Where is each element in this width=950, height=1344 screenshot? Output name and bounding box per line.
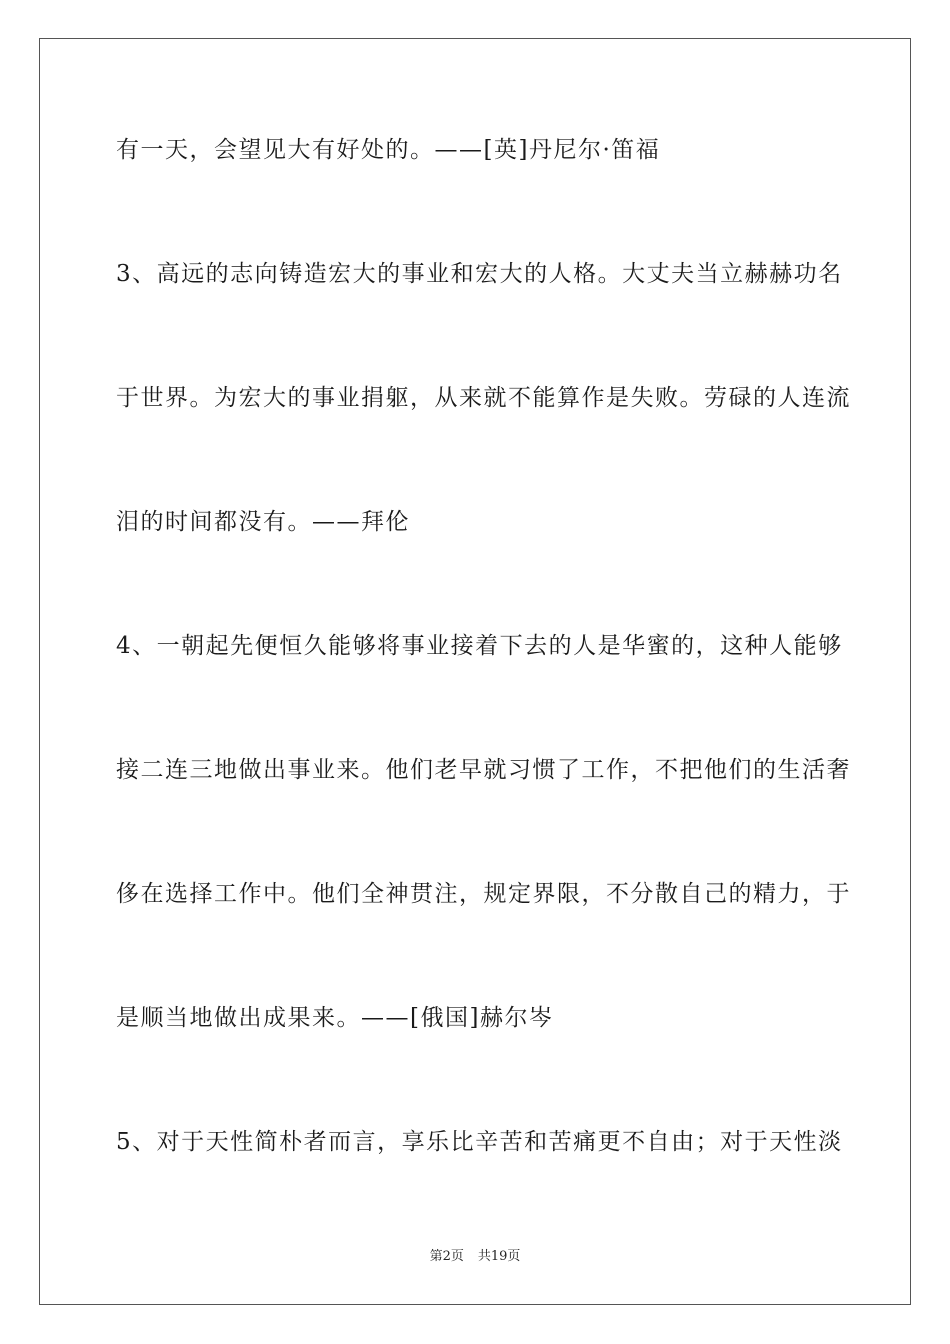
- page-total: 共19页: [477, 1249, 521, 1264]
- page-border: [39, 38, 911, 1305]
- text-line-2: 3、高远的志向铸造宏大的事业和宏大的人格。大丈夫当立赫赫功名: [116, 261, 843, 287]
- text-line-3: 于世界。为宏大的事业捐躯，从来就不能算作是失败。劳碌的人连流: [116, 385, 851, 411]
- text-line-9: 5、对于天性简朴者而言，享乐比辛苦和苦痛更不自由；对于天性淡: [116, 1129, 843, 1155]
- page-footer: [0, 1248, 950, 1266]
- page-number: 第2页: [429, 1249, 464, 1264]
- text-line-7: 侈在选择工作中。他们全神贯注，规定界限，不分散自己的精力，于: [116, 881, 851, 907]
- text-line-6: 接二连三地做出事业来。他们老早就习惯了工作，不把他们的生活奢: [116, 757, 851, 783]
- text-line-8: 是顺当地做出成果来。——[俄国]赫尔岑: [116, 1005, 554, 1031]
- text-line-1: 有一天，会望见大有好处的。——[英]丹尼尔·笛福: [116, 137, 661, 163]
- text-line-4: 泪的时间都没有。——拜伦: [116, 509, 410, 535]
- text-line-5: 4、一朝起先便恒久能够将事业接着下去的人是华蜜的，这种人能够: [116, 633, 843, 659]
